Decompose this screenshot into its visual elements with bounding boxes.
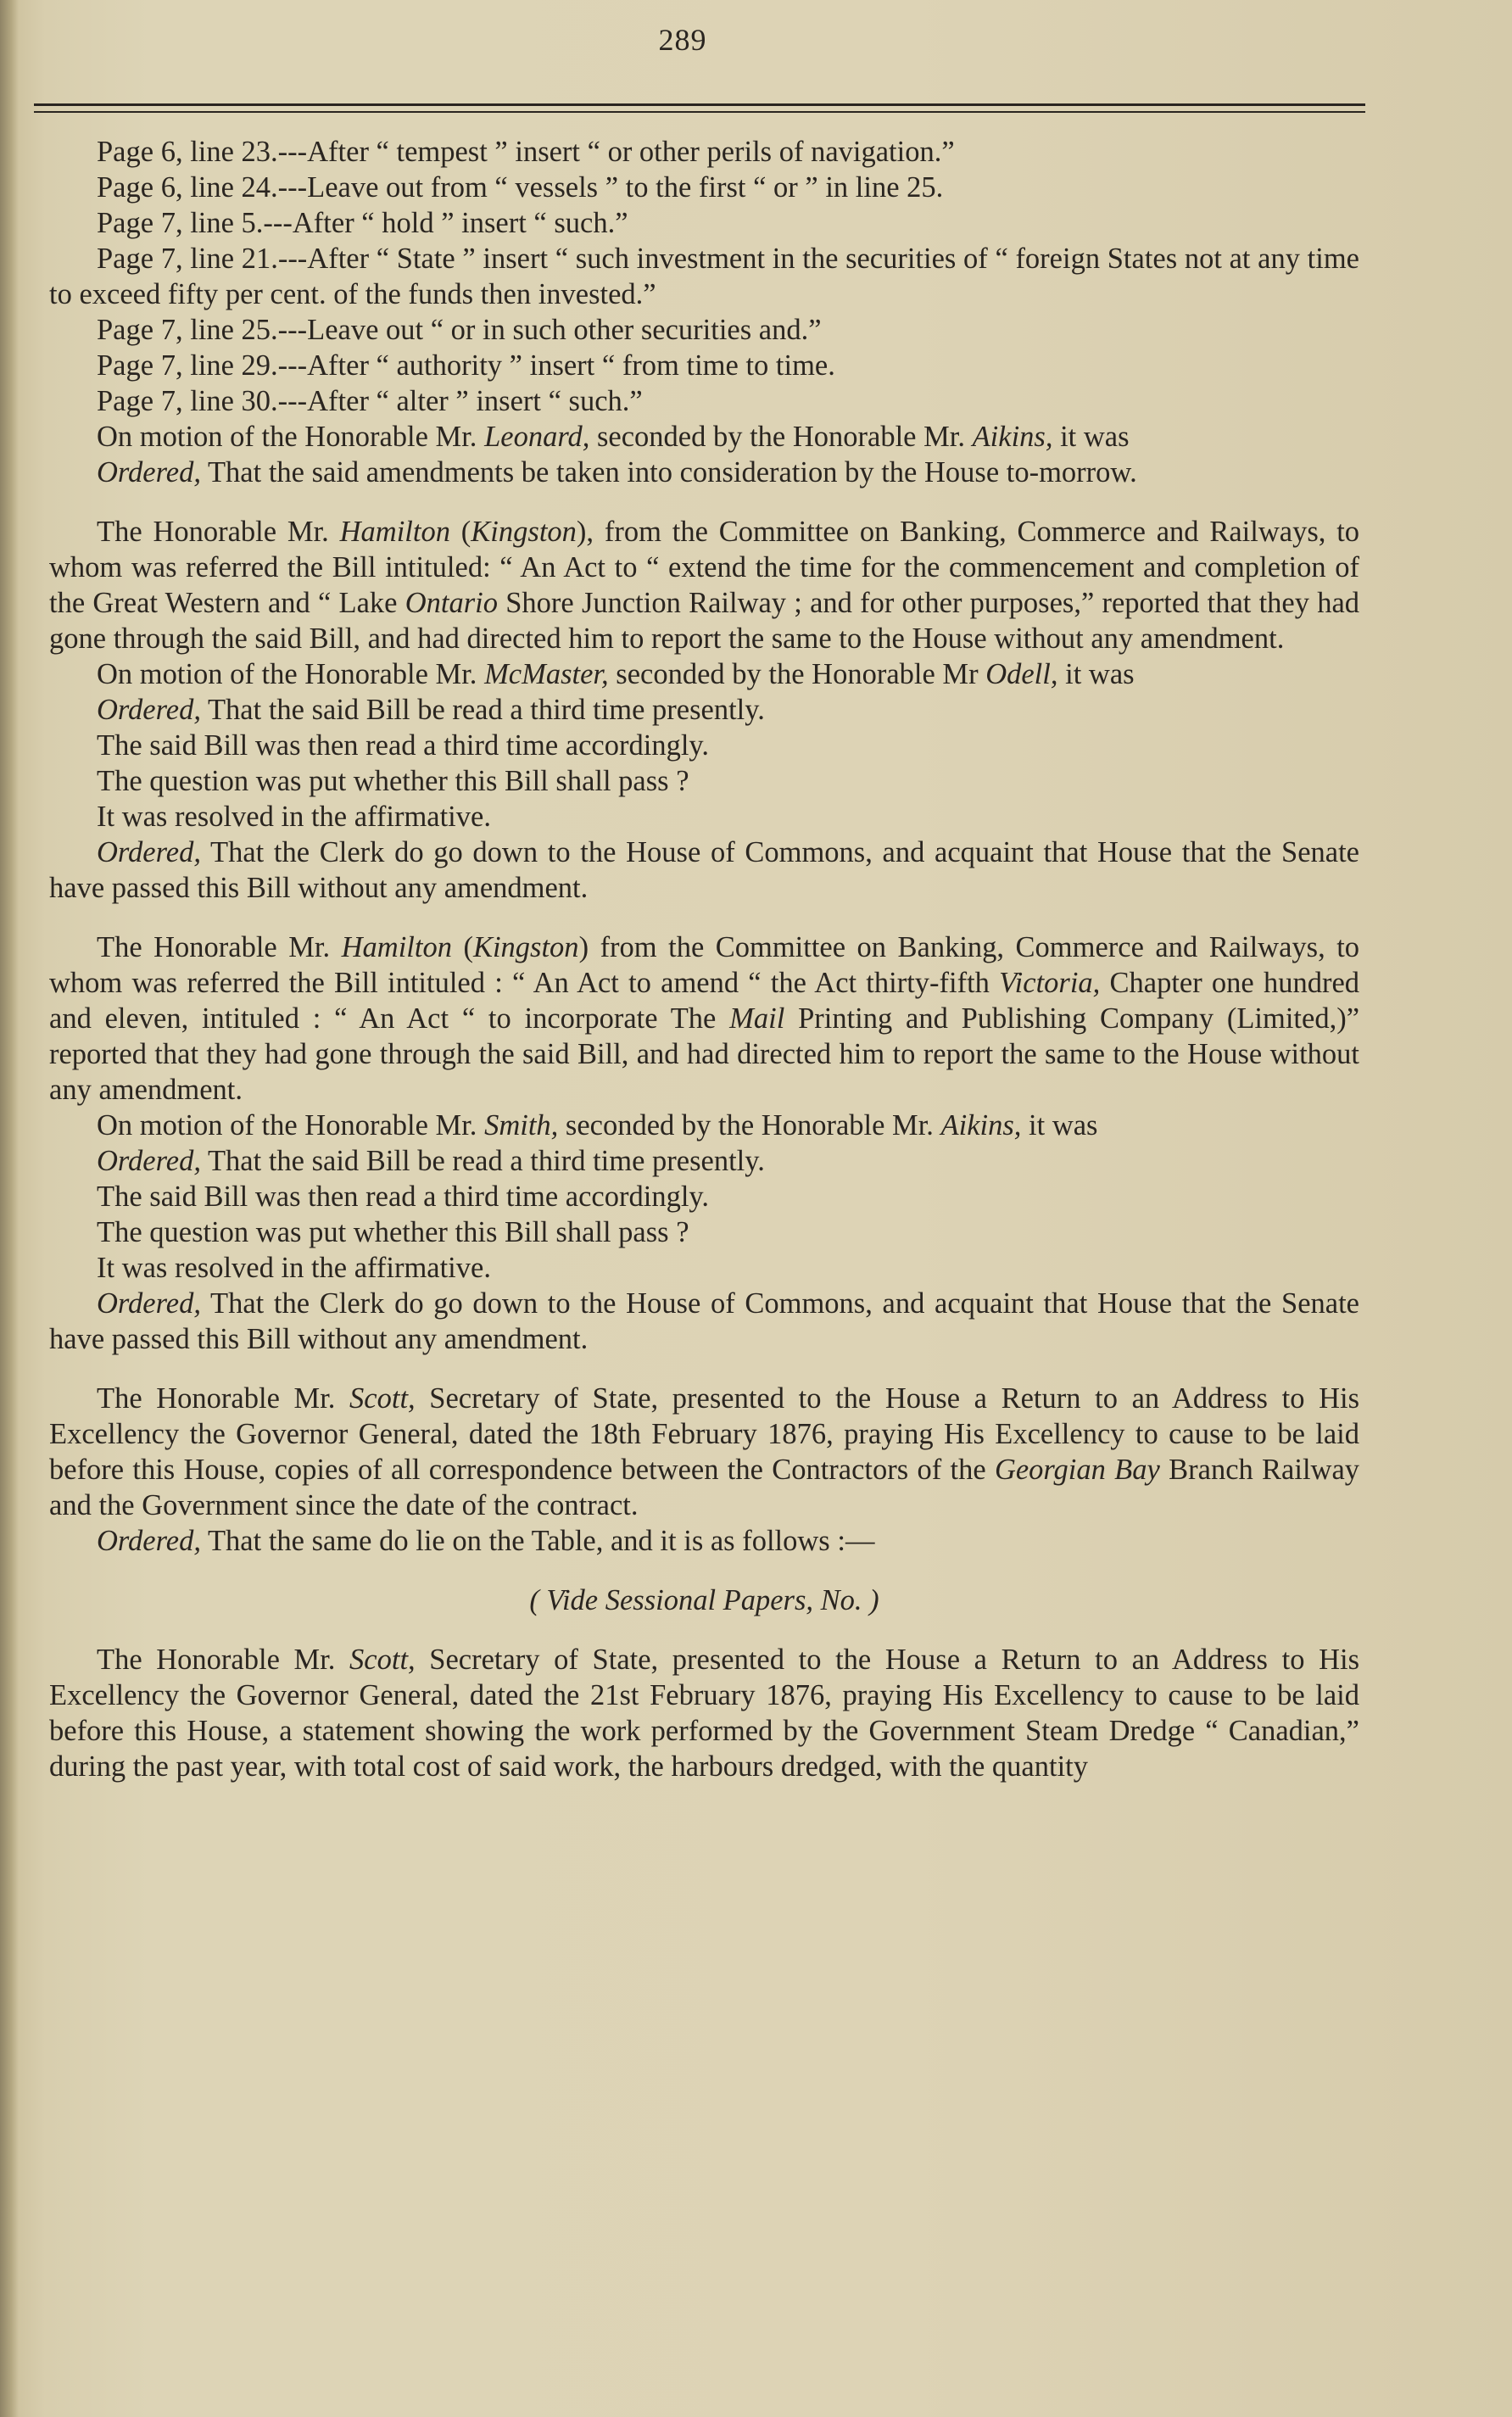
amendment-line: Page 7, line 5.---After “ hold ” insert “ such.”: [97, 207, 628, 239]
amendment-line: Page 7, line 29.---After “ authority ” insert “ from time to time.: [97, 349, 835, 382]
binding-edge: [0, 0, 19, 2417]
report-1-resolved: It was resolved in the affirmative.: [97, 801, 491, 833]
report-1-order-commons: Ordered, That the Clerk do go down to the House of Commons, and acquaint that House that the Senate have passed this Bill without any amendment.: [49, 836, 1359, 904]
amendment-line: Page 6, line 24.---Leave out from “ vessels ” to the first “ or ” in line 25.: [97, 171, 944, 204]
report-1-motion: On motion of the Honorable Mr. McMaster, seconded by the Honorable Mr Odell, it was: [97, 658, 1135, 690]
leonard-motion: On motion of the Honorable Mr. Leonard, seconded by the Honorable Mr. Aikins, it was: [97, 421, 1130, 453]
report-2-resolved: It was resolved in the affirmative.: [97, 1252, 491, 1284]
report-2-motion: On motion of the Honorable Mr. Smith, seconded by the Honorable Mr. Aikins, it was: [97, 1109, 1098, 1142]
return-georgian-bay-order: Ordered, That the same do lie on the Table, and it is as follows :—: [97, 1525, 875, 1557]
journal-text: [49, 134, 1359, 1784]
return-dredge-canadian: The Honorable Mr. Scott, Secretary of State, presented to the House a Return to an Address to His Excellency the Governor General, dated the 21st February 1876, praying His Excellency to cause to be laid before this House, a statement showing the work performed by the Government Steam Dredge “ Canadian,” during the past year, with total cost of said work, the harbours dredged, with the quantity: [49, 1644, 1359, 1783]
header-rule-bottom: [34, 111, 1365, 113]
report-1-order-third-reading: Ordered, That the said Bill be read a third time presently.: [97, 694, 765, 726]
amendment-line: Page 6, line 23.---After “ tempest ” insert “ or other perils of navigation.”: [97, 136, 955, 168]
header-rule-top: [34, 103, 1365, 106]
vide-sessional-papers: ( Vide Sessional Papers, No. ): [529, 1584, 879, 1616]
page-number: 289: [658, 23, 707, 57]
return-georgian-bay: The Honorable Mr. Scott, Secretary of State, presented to the House a Return to an Address to His Excellency the Governor General, dated the 18th February 1876, praying His Excellency to cause to be laid before this House, copies of all correspondence between the Contractors of the Georgian Bay Branch Railway and the Government since the date of the contract.: [49, 1382, 1360, 1521]
leonard-order: Ordered, That the said amendments be taken into consideration by the House to-morrow.: [97, 456, 1137, 488]
amendment-list: [49, 134, 1359, 419]
committee-report-2: The Honorable Mr. Hamilton (Kingston) from the Committee on Banking, Commerce and Railways, to whom was referred the Bill intituled : “ An Act to amend “ the Act thirty-fifth Victoria, Chapter one hundred and eleven, intituled : “ An Act “ to incorporate The Mail Printing and Publishing Company (Limited,)” reported that they had gone through the said Bill, and had directed him to report the same to the House without any amendment.: [49, 931, 1360, 1106]
amendment-line: Page 7, line 30.---After “ alter ” insert “ such.”: [97, 385, 643, 417]
report-2-read: The said Bill was then read a third time accordingly.: [97, 1181, 710, 1213]
amendment-line: Page 7, line 25.---Leave out “ or in such other securities and.”: [97, 314, 822, 346]
report-1-question: The question was put whether this Bill shall pass ?: [97, 765, 689, 797]
committee-report-1: The Honorable Mr. Hamilton (Kingston), from the Committee on Banking, Commerce and Railways, to whom was referred the Bill intituled: “ An Act to “ extend the time for the commencement and completion of the Great Western and “ Lake Ontario Shore Junction Railway ; and for other purposes,” reported that they had gone through the said Bill, and had directed him to report the same to the House without any amendment.: [49, 516, 1360, 655]
report-2-order-commons: Ordered, That the Clerk do go down to the House of Commons, and acquaint that House that the Senate have passed this Bill without any amendment.: [49, 1287, 1359, 1355]
report-2-order-third-reading: Ordered, That the said Bill be read a third time presently.: [97, 1145, 765, 1177]
amendment-line: Page 7, line 21.---After “ State ” insert “ such investment in the securities of “ foreign States not at any time to exceed fifty per cent. of the funds then invested.”: [49, 243, 1359, 310]
report-1-read: The said Bill was then read a third time accordingly.: [97, 729, 710, 762]
report-2-question: The question was put whether this Bill shall pass ?: [97, 1216, 689, 1248]
